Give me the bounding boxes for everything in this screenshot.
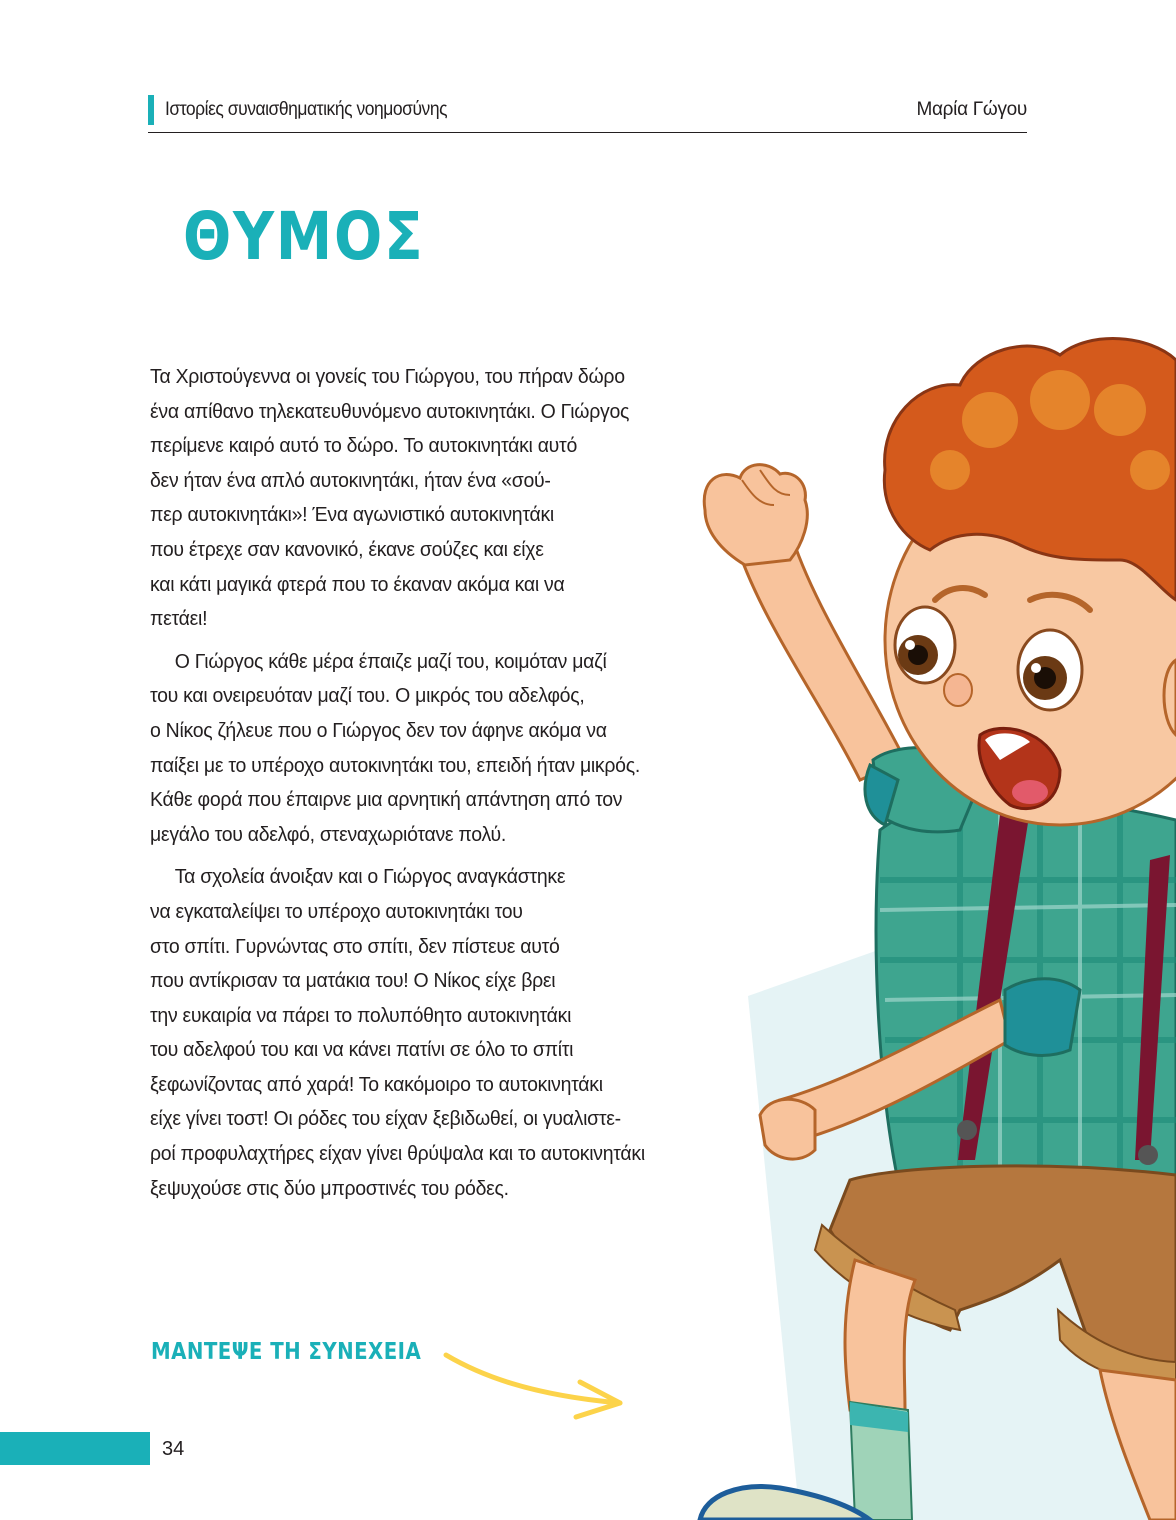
author-name: Μαρία Γώγου <box>916 99 1027 120</box>
text-line: ο Νίκος ζήλευε που ο Γιώργος δεν τον άφηνε ακόμα να <box>150 718 607 742</box>
book-title: Ιστορίες συναισθηματικής νοημοσύνης <box>165 99 448 120</box>
story-paragraph-2 <box>150 645 790 853</box>
text-line: που αντίκρισαν τα ματάκια του! Ο Νίκος είχε βρει <box>150 969 556 993</box>
chapter-title: ΘΥΜΟΣ <box>183 198 425 275</box>
text-line: Κάθε φορά που έπαιρνε μια αρνητική απάντηση από τον <box>150 788 623 812</box>
text-line: δεν ήταν ένα απλό αυτοκινητάκι, ήταν ένα «σού- <box>150 468 551 492</box>
text-line: Τα σχολεία άνοιξαν και ο Γιώργος αναγκάστηκε <box>174 865 566 889</box>
text-line: στο σπίτι. Γυρνώντας στο σπίτι, δεν πίστευε αυτό <box>150 934 560 958</box>
text-line: του αδελφού του και να κάνει πατίνι σε όλο το σπίτι <box>150 1038 574 1062</box>
text-line: και κάτι μαγικά φτερά που το έκαναν ακόμα και να <box>150 572 565 596</box>
text-line: ροί προφυλαχτήρες είχαν γίνει θρύψαλα και το αυτοκινητάκι <box>150 1142 645 1166</box>
story-paragraph-1 <box>150 360 790 637</box>
story-text <box>150 360 790 1214</box>
text-line: ξεφωνίζοντας από χαρά! Το κακόμοιρο το αυτοκινητάκι <box>150 1072 603 1096</box>
text-line: περ αυτοκινητάκι»! Ένα αγωνιστικό αυτοκινητάκι <box>150 503 554 527</box>
text-line: ξεψυχούσε στις δύο μπροστινές του ρόδες. <box>150 1176 509 1200</box>
text-line: πετάει! <box>150 607 208 631</box>
story-paragraph-3 <box>150 860 790 1206</box>
text-line: είχε γίνει τοστ! Οι ρόδες του είχαν ξεβιδωθεί, οι γυαλιστε- <box>150 1107 621 1131</box>
text-line: περίμενε καιρό αυτό το δώρο. Το αυτοκινητάκι αυτό <box>150 434 578 458</box>
page-number: 34 <box>162 1438 185 1460</box>
text-line: ένα απίθανο τηλεκατευθυνόμενο αυτοκινητάκι. Ο Γιώργος <box>150 399 630 423</box>
curved-arrow-right-icon <box>440 1345 630 1425</box>
text-line: Τα Χριστούγεννα οι γονείς του Γιώργου, του πήραν δώρο <box>150 365 625 388</box>
text-line: παίξει με το υπέροχο αυτοκινητάκι του, επειδή ήταν μικρός. <box>150 753 640 777</box>
text-line: την ευκαιρία να πάρει το πολυπόθητο αυτοκινητάκι <box>150 1003 572 1027</box>
text-line: να εγκαταλείψει το υπέροχο αυτοκινητάκι του <box>150 899 523 923</box>
guess-continuation-label: ΜΑΝΤΕΨΕ ΤΗ ΣΥΝΕΧΕΙΑ <box>151 1339 422 1365</box>
text-line: του και ονειρευόταν μαζί του. Ο μικρός του αδελφός, <box>150 684 585 708</box>
text-line: μεγάλο του αδελφό, στεναχωριότανε πολύ. <box>150 822 506 846</box>
text-line: Ο Γιώργος κάθε μέρα έπαιζε μαζί του, κοιμόταν μαζί <box>174 649 607 673</box>
text-line: που έτρεχε σαν κανονικό, έκανε σούζες και είχε <box>150 537 544 561</box>
footer-accent-bar <box>0 1432 150 1465</box>
